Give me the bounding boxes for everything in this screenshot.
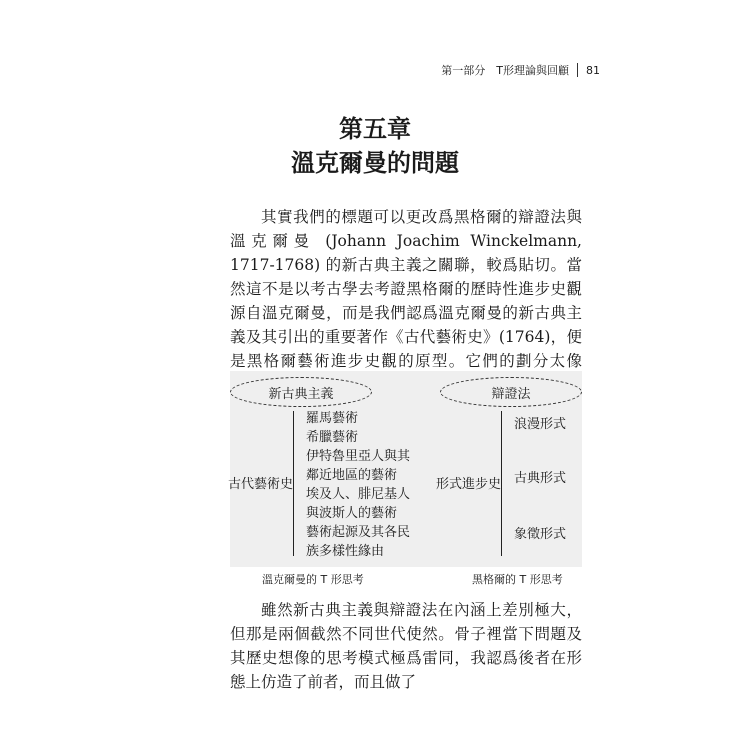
left-oval-label: 新古典主義 [268,386,334,402]
chapter-title: 溫克爾曼的問題 [291,148,459,177]
left-item: 鄰近地區的藝術 [306,468,398,483]
right-side-label: 形式進步史 [436,477,502,492]
left-item: 族多樣性緣由 [306,544,385,559]
right-vertical-line [501,411,502,556]
body-paragraph-2: 雖然新古典主義與辯證法在內涵上差別極大，但那是兩個截然不同世代使然。骨子裡當下問題及其歷史想像的思考模式極爲雷同，我認爲後者在形態上仿造了前者，而且做了 [230,601,582,691]
right-oval [440,377,582,407]
left-side-label: 古代藝術史 [228,477,294,492]
left-item: 伊特魯里亞人與其 [306,449,411,464]
left-item: 與波斯人的藝術 [306,506,398,521]
left-oval [230,377,372,407]
left-item: 藝術起源及其各民 [306,525,411,540]
left-item: 羅馬藝術 [306,411,359,426]
chapter-number: 第五章 [339,114,411,143]
right-item: 象徵形式 [514,527,567,542]
right-oval-label: 辯證法 [491,386,531,402]
left-item: 希臘藝術 [306,430,359,445]
page-number: 81 [586,63,600,77]
section-label: 第一部分 T形理論與回顧 [441,64,569,77]
right-item: 古典形式 [514,471,567,486]
left-items-list [306,409,410,561]
left-vertical-line [293,411,294,556]
header-divider [577,63,578,77]
body-paragraph-1: 其實我們的標題可以更改爲黑格爾的辯證法與溫克爾曼 (Johann Joachim Winckelmann, 1717-1768) 的新古典主義之關聯，較爲貼切。當然這不是以考古學去考證黑格爾的歷時性進步史觀源自溫克爾曼，而是我們認爲溫克爾曼的新古典主義及其引出的重要著作《古代藝術史》(1764)，便是黑格爾藝術進步史觀的原型。它們的劃分太像 [230,208,582,370]
chapter-heading [0,112,750,180]
right-item: 浪漫形式 [514,417,567,432]
left-item: 埃及人、腓尼基人 [306,487,411,502]
left-figure-caption: 溫克爾曼的 T 形思考 [262,573,364,586]
right-figure-caption: 黑格爾的 T 形思考 [472,573,563,586]
running-header [441,62,600,78]
t-shape-comparison-figure [230,371,582,567]
